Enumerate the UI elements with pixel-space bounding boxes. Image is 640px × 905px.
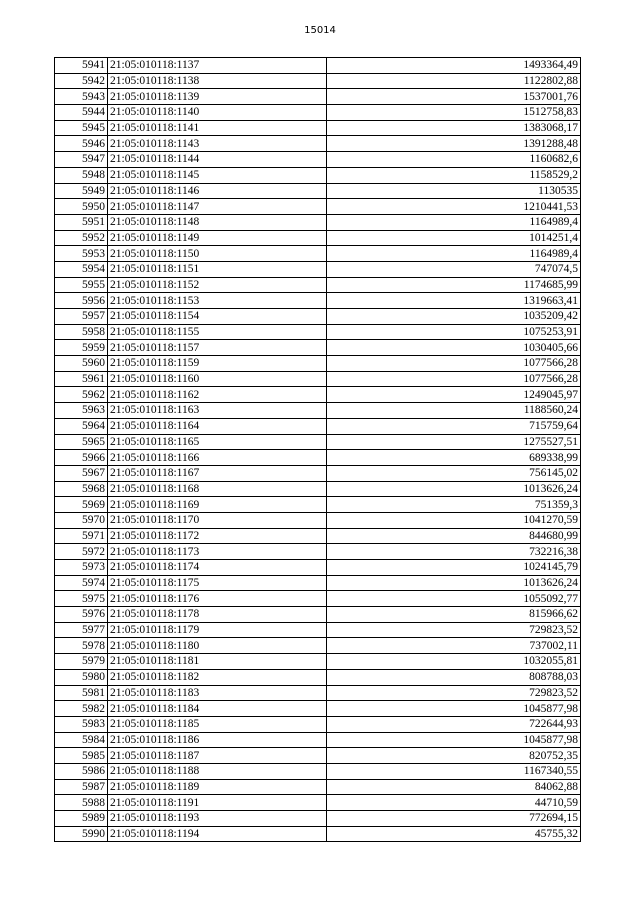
- cadastral-value-cell: 1045877,98: [327, 732, 581, 748]
- cadastral-value-cell: 1077566,28: [327, 371, 581, 387]
- cadastral-number-cell: 21:05:010118:1188: [108, 763, 327, 779]
- row-number-cell: 5945: [55, 120, 108, 136]
- cadastral-number-cell: 21:05:010118:1185: [108, 716, 327, 732]
- table-row: [55, 387, 581, 403]
- row-number-cell: 5957: [55, 309, 108, 325]
- table-row: [55, 716, 581, 732]
- row-number-cell: 5960: [55, 356, 108, 372]
- row-number-cell: 5970: [55, 512, 108, 528]
- cadastral-value-cell: 1045877,98: [327, 701, 581, 717]
- cadastral-value-cell: 1013626,24: [327, 575, 581, 591]
- table-row: [55, 167, 581, 183]
- cadastral-number-cell: 21:05:010118:1150: [108, 246, 327, 262]
- cadastral-value-cell: 1032055,81: [327, 654, 581, 670]
- table-row: [55, 309, 581, 325]
- row-number-cell: 5988: [55, 795, 108, 811]
- cadastral-value-cell: 1512758,83: [327, 105, 581, 121]
- cadastral-value-cell: 689338,99: [327, 450, 581, 466]
- table-row: [55, 293, 581, 309]
- row-number-cell: 5973: [55, 560, 108, 576]
- row-number-cell: 5979: [55, 654, 108, 670]
- table-row: [55, 481, 581, 497]
- cadastral-number-cell: 21:05:010118:1152: [108, 277, 327, 293]
- row-number-cell: 5984: [55, 732, 108, 748]
- cadastral-value-cell: 747074,5: [327, 261, 581, 277]
- row-number-cell: 5955: [55, 277, 108, 293]
- table-row: [55, 434, 581, 450]
- cadastral-number-cell: 21:05:010118:1138: [108, 73, 327, 89]
- cadastral-number-cell: 21:05:010118:1157: [108, 340, 327, 356]
- row-number-cell: 5966: [55, 450, 108, 466]
- table-row: [55, 826, 581, 842]
- cadastral-number-cell: 21:05:010118:1170: [108, 512, 327, 528]
- row-number-cell: 5946: [55, 136, 108, 152]
- row-number-cell: 5943: [55, 89, 108, 105]
- row-number-cell: 5989: [55, 811, 108, 827]
- cadastral-number-cell: 21:05:010118:1153: [108, 293, 327, 309]
- row-number-cell: 5948: [55, 167, 108, 183]
- cadastral-number-cell: 21:05:010118:1175: [108, 575, 327, 591]
- cadastral-value-cell: 1249045,97: [327, 387, 581, 403]
- cadastral-number-cell: 21:05:010118:1169: [108, 497, 327, 513]
- row-number-cell: 5990: [55, 826, 108, 842]
- cadastral-value-cell: 44710,59: [327, 795, 581, 811]
- row-number-cell: 5947: [55, 152, 108, 168]
- row-number-cell: 5972: [55, 544, 108, 560]
- cadastral-value-cell: 1164989,4: [327, 214, 581, 230]
- cadastral-value-cell: 772694,15: [327, 811, 581, 827]
- cadastral-value-cell: 815966,62: [327, 607, 581, 623]
- cadastral-number-cell: 21:05:010118:1166: [108, 450, 327, 466]
- cadastral-value-cell: 1030405,66: [327, 340, 581, 356]
- cadastral-value-cell: 1164989,4: [327, 246, 581, 262]
- table-row: [55, 277, 581, 293]
- cadastral-number-cell: 21:05:010118:1189: [108, 779, 327, 795]
- row-number-cell: 5977: [55, 622, 108, 638]
- cadastral-value-cell: 722644,93: [327, 716, 581, 732]
- table-row: [55, 779, 581, 795]
- row-number-cell: 5961: [55, 371, 108, 387]
- cadastral-number-cell: 21:05:010118:1146: [108, 183, 327, 199]
- row-number-cell: 5963: [55, 403, 108, 419]
- table-row: [55, 512, 581, 528]
- table-row: [55, 371, 581, 387]
- table-row: [55, 622, 581, 638]
- cadastral-number-cell: 21:05:010118:1164: [108, 418, 327, 434]
- table-row: [55, 261, 581, 277]
- cadastral-number-cell: 21:05:010118:1178: [108, 607, 327, 623]
- row-number-cell: 5986: [55, 763, 108, 779]
- row-number-cell: 5958: [55, 324, 108, 340]
- table-row: [55, 356, 581, 372]
- row-number-cell: 5976: [55, 607, 108, 623]
- row-number-cell: 5975: [55, 591, 108, 607]
- cadastral-number-cell: 21:05:010118:1167: [108, 465, 327, 481]
- cadastral-value-cell: 1188560,24: [327, 403, 581, 419]
- table-row: [55, 418, 581, 434]
- table-row: [55, 544, 581, 560]
- row-number-cell: 5981: [55, 685, 108, 701]
- table-row: [55, 183, 581, 199]
- table-row: [55, 465, 581, 481]
- cadastral-value-cell: 1383068,17: [327, 120, 581, 136]
- cadastral-value-cell: 729823,52: [327, 622, 581, 638]
- cadastral-value-cell: 1075253,91: [327, 324, 581, 340]
- cadastral-number-cell: 21:05:010118:1141: [108, 120, 327, 136]
- table-row: [55, 340, 581, 356]
- row-number-cell: 5954: [55, 261, 108, 277]
- row-number-cell: 5952: [55, 230, 108, 246]
- table-row: [55, 105, 581, 121]
- cadastral-value-cell: 1122802,88: [327, 73, 581, 89]
- cadastral-value-cell: 732216,38: [327, 544, 581, 560]
- row-number-cell: 5983: [55, 716, 108, 732]
- cadastral-number-cell: 21:05:010118:1154: [108, 309, 327, 325]
- table-row: [55, 230, 581, 246]
- row-number-cell: 5951: [55, 214, 108, 230]
- table-row: [55, 638, 581, 654]
- row-number-cell: 5949: [55, 183, 108, 199]
- cadastral-number-cell: 21:05:010118:1163: [108, 403, 327, 419]
- table-row: [55, 403, 581, 419]
- row-number-cell: 5980: [55, 669, 108, 685]
- cadastral-value-cell: 1014251,4: [327, 230, 581, 246]
- row-number-cell: 5953: [55, 246, 108, 262]
- cadastral-number-cell: 21:05:010118:1162: [108, 387, 327, 403]
- row-number-cell: 5962: [55, 387, 108, 403]
- cadastral-value-cell: 820752,35: [327, 748, 581, 764]
- cadastral-number-cell: 21:05:010118:1191: [108, 795, 327, 811]
- table-row: [55, 199, 581, 215]
- cadastral-value-cell: 1024145,79: [327, 560, 581, 576]
- cadastral-value-cell: 1158529,2: [327, 167, 581, 183]
- cadastral-value-cell: 729823,52: [327, 685, 581, 701]
- cadastral-number-cell: 21:05:010118:1149: [108, 230, 327, 246]
- row-number-cell: 5982: [55, 701, 108, 717]
- row-number-cell: 5969: [55, 497, 108, 513]
- cadastral-number-cell: 21:05:010118:1176: [108, 591, 327, 607]
- cadastral-number-cell: 21:05:010118:1151: [108, 261, 327, 277]
- table-row: [55, 560, 581, 576]
- table-row: [55, 669, 581, 685]
- table-row: [55, 811, 581, 827]
- row-number-cell: 5942: [55, 73, 108, 89]
- cadastral-number-cell: 21:05:010118:1182: [108, 669, 327, 685]
- row-number-cell: 5967: [55, 465, 108, 481]
- cadastral-value-cell: 715759,64: [327, 418, 581, 434]
- table-row: [55, 450, 581, 466]
- cadastral-number-cell: 21:05:010118:1194: [108, 826, 327, 842]
- row-number-cell: 5941: [55, 58, 108, 74]
- table-row: [55, 685, 581, 701]
- table-row: [55, 575, 581, 591]
- table-row: [55, 136, 581, 152]
- row-number-cell: 5985: [55, 748, 108, 764]
- cadastral-number-cell: 21:05:010118:1140: [108, 105, 327, 121]
- cadastral-number-cell: 21:05:010118:1181: [108, 654, 327, 670]
- table-row: [55, 89, 581, 105]
- cadastral-number-cell: 21:05:010118:1145: [108, 167, 327, 183]
- cadastral-number-cell: 21:05:010118:1193: [108, 811, 327, 827]
- cadastral-number-cell: 21:05:010118:1143: [108, 136, 327, 152]
- cadastral-value-cell: 756145,02: [327, 465, 581, 481]
- table-row: [55, 120, 581, 136]
- row-number-cell: 5974: [55, 575, 108, 591]
- registry-table: [54, 57, 581, 842]
- row-number-cell: 5968: [55, 481, 108, 497]
- row-number-cell: 5987: [55, 779, 108, 795]
- registry-table-body: [55, 58, 581, 842]
- cadastral-number-cell: 21:05:010118:1160: [108, 371, 327, 387]
- cadastral-value-cell: 1041270,59: [327, 512, 581, 528]
- table-row: [55, 763, 581, 779]
- table-row: [55, 654, 581, 670]
- table-row: [55, 152, 581, 168]
- cadastral-value-cell: 84062,88: [327, 779, 581, 795]
- cadastral-number-cell: 21:05:010118:1180: [108, 638, 327, 654]
- cadastral-number-cell: 21:05:010118:1186: [108, 732, 327, 748]
- cadastral-value-cell: 1174685,99: [327, 277, 581, 293]
- table-row: [55, 701, 581, 717]
- cadastral-value-cell: 844680,99: [327, 528, 581, 544]
- cadastral-number-cell: 21:05:010118:1159: [108, 356, 327, 372]
- cadastral-number-cell: 21:05:010118:1165: [108, 434, 327, 450]
- table-row: [55, 246, 581, 262]
- table-row: [55, 73, 581, 89]
- cadastral-value-cell: 1493364,49: [327, 58, 581, 74]
- table-row: [55, 324, 581, 340]
- table-row: [55, 497, 581, 513]
- cadastral-number-cell: 21:05:010118:1187: [108, 748, 327, 764]
- row-number-cell: 5959: [55, 340, 108, 356]
- cadastral-number-cell: 21:05:010118:1179: [108, 622, 327, 638]
- cadastral-value-cell: 1391288,48: [327, 136, 581, 152]
- cadastral-number-cell: 21:05:010118:1174: [108, 560, 327, 576]
- cadastral-number-cell: 21:05:010118:1148: [108, 214, 327, 230]
- cadastral-number-cell: 21:05:010118:1172: [108, 528, 327, 544]
- row-number-cell: 5964: [55, 418, 108, 434]
- page-number: 15014: [304, 25, 336, 36]
- cadastral-number-cell: 21:05:010118:1144: [108, 152, 327, 168]
- cadastral-value-cell: 1013626,24: [327, 481, 581, 497]
- cadastral-number-cell: 21:05:010118:1147: [108, 199, 327, 215]
- table-row: [55, 748, 581, 764]
- cadastral-value-cell: 1319663,41: [327, 293, 581, 309]
- row-number-cell: 5956: [55, 293, 108, 309]
- row-number-cell: 5965: [55, 434, 108, 450]
- cadastral-value-cell: 1077566,28: [327, 356, 581, 372]
- cadastral-number-cell: 21:05:010118:1139: [108, 89, 327, 105]
- table-row: [55, 214, 581, 230]
- cadastral-value-cell: 808788,03: [327, 669, 581, 685]
- cadastral-value-cell: 1055092,77: [327, 591, 581, 607]
- cadastral-number-cell: 21:05:010118:1184: [108, 701, 327, 717]
- table-row: [55, 591, 581, 607]
- cadastral-number-cell: 21:05:010118:1137: [108, 58, 327, 74]
- row-number-cell: 5978: [55, 638, 108, 654]
- cadastral-value-cell: 1130535: [327, 183, 581, 199]
- cadastral-value-cell: 1160682,6: [327, 152, 581, 168]
- table-row: [55, 58, 581, 74]
- cadastral-value-cell: 45755,32: [327, 826, 581, 842]
- row-number-cell: 5971: [55, 528, 108, 544]
- row-number-cell: 5944: [55, 105, 108, 121]
- cadastral-value-cell: 751359,3: [327, 497, 581, 513]
- row-number-cell: 5950: [55, 199, 108, 215]
- table-row: [55, 607, 581, 623]
- cadastral-number-cell: 21:05:010118:1183: [108, 685, 327, 701]
- cadastral-value-cell: 1537001,76: [327, 89, 581, 105]
- cadastral-value-cell: 1275527,51: [327, 434, 581, 450]
- cadastral-value-cell: 1035209,42: [327, 309, 581, 325]
- cadastral-number-cell: 21:05:010118:1168: [108, 481, 327, 497]
- cadastral-number-cell: 21:05:010118:1173: [108, 544, 327, 560]
- table-row: [55, 528, 581, 544]
- cadastral-value-cell: 737002,11: [327, 638, 581, 654]
- table-row: [55, 732, 581, 748]
- cadastral-number-cell: 21:05:010118:1155: [108, 324, 327, 340]
- cadastral-value-cell: 1167340,55: [327, 763, 581, 779]
- cadastral-value-cell: 1210441,53: [327, 199, 581, 215]
- table-row: [55, 795, 581, 811]
